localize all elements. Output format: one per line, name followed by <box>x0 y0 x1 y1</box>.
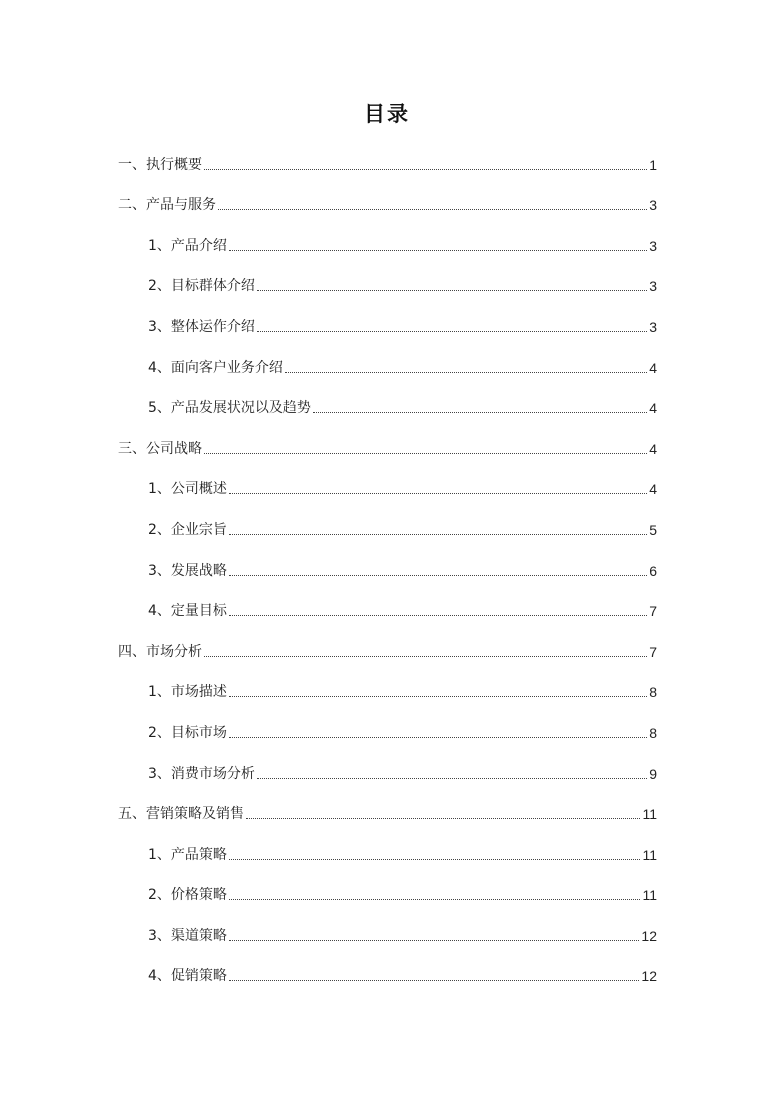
toc-entry[interactable] <box>118 793 657 834</box>
toc-entry-label: 2、价格策略 <box>148 887 227 904</box>
toc-entry-page: 8 <box>649 724 657 741</box>
toc-dot-leader <box>285 371 647 373</box>
toc-entry-page: 1 <box>649 156 657 173</box>
toc-entry[interactable] <box>118 752 657 793</box>
toc-dot-leader <box>229 939 640 941</box>
toc-entry-label: 1、市场描述 <box>148 684 227 701</box>
toc-entry-label: 4、促销策略 <box>148 968 227 985</box>
toc-entry[interactable] <box>118 143 657 184</box>
toc-entry-page: 3 <box>649 318 657 335</box>
toc-entry-page: 8 <box>649 684 657 701</box>
toc-dot-leader <box>313 411 647 413</box>
toc-title: 目录 <box>364 102 410 126</box>
toc-entry[interactable] <box>118 468 657 509</box>
toc-dot-leader <box>257 289 647 291</box>
toc-entry[interactable] <box>118 590 657 631</box>
toc-entry-page: 7 <box>649 603 657 620</box>
toc-entry-page: 3 <box>649 197 657 214</box>
toc-dot-leader <box>229 736 647 738</box>
toc-entry-label: 4、定量目标 <box>148 603 227 620</box>
toc-entry-label: 1、产品介绍 <box>148 237 227 254</box>
toc-dot-leader <box>204 452 647 454</box>
toc-entry-page: 4 <box>649 481 657 498</box>
toc-entry-label: 一、执行概要 <box>118 156 202 173</box>
toc-entry-page: 12 <box>641 927 657 944</box>
toc-entry-page: 11 <box>642 806 657 823</box>
toc-entry-page: 3 <box>649 237 657 254</box>
toc-dot-leader <box>229 249 647 251</box>
toc-entry-page: 9 <box>649 765 657 782</box>
toc-entry-label: 2、目标市场 <box>148 724 227 741</box>
toc-entry[interactable] <box>118 671 657 712</box>
toc-entry[interactable] <box>118 346 657 387</box>
toc-entry[interactable] <box>118 305 657 346</box>
toc-entry-label: 三、公司战略 <box>118 440 202 457</box>
toc-dot-leader <box>229 614 647 616</box>
toc-dot-leader <box>229 695 647 697</box>
toc-entry-label: 3、渠道策略 <box>148 927 227 944</box>
toc-dot-leader <box>229 492 647 494</box>
toc-entry-label: 3、整体运作介绍 <box>148 318 255 335</box>
toc-entry-label: 4、面向客户业务介绍 <box>148 359 283 376</box>
toc-entry-label: 四、市场分析 <box>118 643 202 660</box>
toc-dot-leader <box>229 574 647 576</box>
toc-entry[interactable] <box>118 224 657 265</box>
toc-entry-page: 7 <box>649 643 657 660</box>
toc-entry-label: 3、消费市场分析 <box>148 765 255 782</box>
toc-dot-leader <box>229 533 647 535</box>
toc-entry[interactable] <box>118 833 657 874</box>
toc-entry-label: 1、产品策略 <box>148 846 227 863</box>
toc-entry-label: 1、公司概述 <box>148 481 227 498</box>
toc-dot-leader <box>218 208 647 210</box>
toc-dot-leader <box>257 777 647 779</box>
toc-entry-label: 二、产品与服务 <box>118 197 216 214</box>
toc-entry[interactable] <box>118 914 657 955</box>
toc-entry-label: 3、发展战略 <box>148 562 227 579</box>
toc-entry[interactable] <box>118 874 657 915</box>
toc-entry[interactable] <box>118 265 657 306</box>
toc-entry-label: 5、产品发展状况以及趋势 <box>148 400 311 417</box>
toc-entry-page: 3 <box>649 278 657 295</box>
toc-entry-label: 2、企业宗旨 <box>148 521 227 538</box>
toc-dot-leader <box>204 655 647 657</box>
toc-entry[interactable] <box>118 711 657 752</box>
toc-entry-page: 4 <box>649 400 657 417</box>
toc-entry-page: 12 <box>641 968 657 985</box>
toc-dot-leader <box>204 168 647 170</box>
toc-entry-label: 五、营销策略及销售 <box>118 806 244 823</box>
toc-entry-page: 6 <box>649 562 657 579</box>
toc-entry-label: 2、目标群体介绍 <box>148 278 255 295</box>
toc-entry-page: 4 <box>649 359 657 376</box>
toc-entry[interactable] <box>118 427 657 468</box>
toc-dot-leader <box>229 898 641 900</box>
toc-entry-page: 5 <box>649 521 657 538</box>
toc-dot-leader <box>229 979 640 981</box>
toc-entry-page: 11 <box>642 887 657 904</box>
toc-entry-page: 11 <box>642 846 657 863</box>
toc-list <box>118 143 657 995</box>
toc-entry[interactable] <box>118 508 657 549</box>
toc-entry-page: 4 <box>649 440 657 457</box>
toc-dot-leader <box>246 817 640 819</box>
toc-dot-leader <box>257 330 647 332</box>
toc-entry[interactable] <box>118 184 657 225</box>
toc-entry[interactable] <box>118 549 657 590</box>
toc-entry[interactable] <box>118 630 657 671</box>
toc-entry[interactable] <box>118 387 657 428</box>
toc-entry[interactable] <box>118 955 657 996</box>
toc-dot-leader <box>229 858 641 860</box>
